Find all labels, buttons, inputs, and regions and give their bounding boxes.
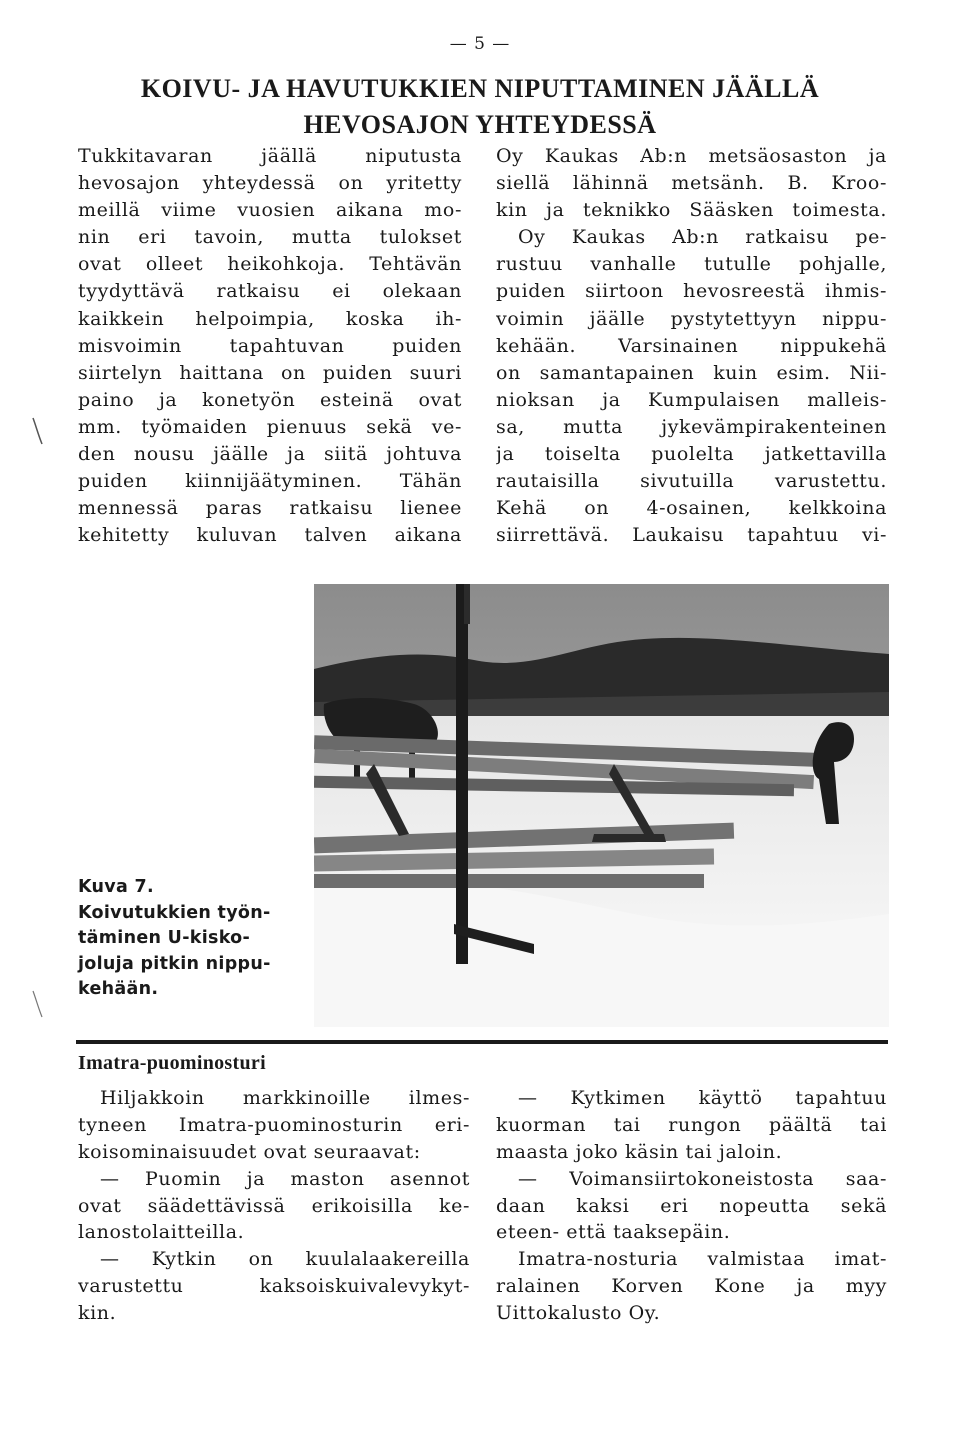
mast-top (464, 584, 470, 624)
text-line: kuorman tai rungon päältä tai (496, 1113, 887, 1136)
text-line: puiden siirtoon hevosreestä ihmis- (496, 280, 887, 303)
text-line: mm. työmaiden pienuus sekä ve- (78, 415, 462, 438)
text-line: kin ja teknikko Sääsken toimesta. (496, 199, 887, 222)
text-line: varustettu kaksoiskuivalevykyt- (78, 1275, 470, 1298)
margin-mark (28, 985, 48, 1025)
text-line: mennessä paras ratkaisu lienee (78, 497, 462, 520)
text-line: ja toiselta puolelta jatkettavilla (496, 443, 887, 466)
text-line: ralainen Korven Kone ja myy (496, 1275, 887, 1298)
text-line: tyydyttävä ratkaisu ei olekaan (78, 280, 462, 303)
text-line: hevosajon yhteydessä on yritetty (78, 172, 462, 195)
text-line: ovat säädettävissä erikoisilla ke- (78, 1194, 470, 1217)
text-line: rustuu vanhalle tutulle pohjalle, (496, 253, 887, 276)
article-title-line-2: HEVOSAJON YHTEYDESSÄ (303, 110, 657, 139)
text-line: kaikkein helpoimpia, koska ih- (78, 307, 462, 330)
text-line: tyneen Imatra-puominosturin eri- (78, 1113, 470, 1136)
page-number: — 5 — (449, 34, 511, 54)
text-line: siellä lähinnä metsänh. B. Kroo- (496, 172, 887, 195)
figure-caption (78, 875, 288, 1003)
frame-base (592, 834, 666, 842)
article-title-line-1: KOIVU- JA HAVUTUKKIEN NIPUTTAMINEN JÄÄLLÄ (140, 74, 820, 103)
text-line: koisominaisuudet ovat seuraavat: (78, 1140, 421, 1163)
text-line: misvoimin tapahtuvan puiden (78, 334, 462, 357)
text-line: — Kytkin on kuulalaakereilla (100, 1248, 470, 1271)
text-line: lanostolaitteilla. (78, 1221, 245, 1244)
text-line: rautaisilla sivutuilla varustettu. (496, 470, 887, 493)
section-left-column (78, 1085, 470, 1327)
text-line: paino ja konetyön esteinä ovat (78, 388, 462, 411)
caption-line: täminen U-kisko- (78, 928, 251, 948)
article-right-column (496, 143, 887, 549)
text-line: Imatra-nosturia valmistaa imat- (518, 1248, 887, 1271)
text-line: siirrettävä. Laukaisu tapahtuu vi- (496, 524, 887, 547)
section-heading: Imatra-puominosturi (78, 1052, 266, 1074)
text-line: Uittokalusto Oy. (496, 1302, 661, 1325)
text-line: Oy Kaukas Ab:n metsäosaston ja (496, 145, 887, 167)
text-line: — Voimansiirtokoneistosta saa- (518, 1167, 887, 1190)
margin-mark (28, 412, 48, 452)
caption-line: Koivutukkien työn- (78, 902, 271, 923)
text-line: Tukkitavaran jäällä niputusta (78, 145, 462, 167)
text-line: eteen- että taaksepäin. (496, 1221, 731, 1244)
caption-line: kehään. (78, 979, 159, 999)
text-line: ovat olleet heikohkoja. Tehtävän (78, 253, 462, 276)
text-line: Hiljakkoin markkinoille ilmes- (100, 1087, 470, 1109)
photo-log-bundling-on-ice (314, 584, 889, 1027)
text-line: kehään. Varsinainen nippukehä (496, 334, 887, 357)
text-line: on samantapainen kuin esim. Nii- (496, 361, 887, 384)
text-line: — Puomin ja maston asennot (100, 1167, 470, 1190)
text-line: Oy Kaukas Ab:n ratkaisu pe- (518, 226, 887, 249)
section-divider (76, 1040, 888, 1044)
text-line: kin. (78, 1302, 117, 1325)
text-line: meillä viime vuosien aikana mo- (78, 199, 462, 222)
text-line: Kehä on 4-osainen, kelkkoina (496, 497, 887, 520)
text-line: maasta joko käsin tai jaloin. (496, 1140, 783, 1163)
text-line: — Kytkimen käyttö tapahtuu (518, 1087, 887, 1109)
text-line: nioksan ja Kumpulaisen malleis- (496, 388, 887, 411)
photo-illustration (314, 584, 889, 1027)
text-line: voimin jäälle pystytettyyn nippu- (496, 307, 887, 330)
text-line: kehitetty kuluvan talven aikana (78, 524, 462, 547)
text-line: puiden kiinnijäätyminen. Tähän (78, 470, 462, 493)
caption-line: Kuva 7. (78, 877, 154, 897)
text-line: den nousu jäälle ja siitä johtuva (78, 443, 462, 466)
text-line: sa, mutta jykevämpirakenteinen (496, 415, 887, 438)
text-line: nin eri tavoin, mutta tulokset (78, 226, 462, 249)
caption-line: joluja pitkin nippu- (78, 953, 271, 974)
section-right-column (496, 1085, 887, 1327)
text-line: siirtelyn haittana on puiden suuri (78, 361, 462, 384)
crane-mast (456, 584, 468, 964)
text-line: daan kaksi eri nopeutta sekä (496, 1194, 887, 1217)
article-left-column (78, 143, 462, 549)
